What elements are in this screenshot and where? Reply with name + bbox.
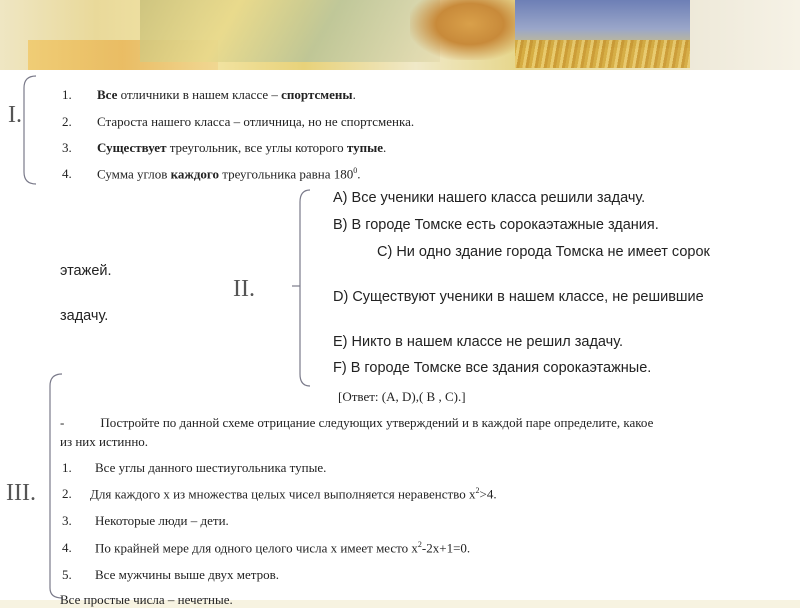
statement-c-continuation: этажей.: [60, 263, 112, 279]
banner-autumn-leaf-image: [410, 0, 530, 60]
statement-d-continuation: задачу.: [60, 308, 109, 324]
item-number: 3.: [62, 513, 72, 528]
item-number: 2.: [62, 114, 72, 129]
item-text: Некоторые люди – дети.: [95, 513, 229, 528]
item-text: Староста нашего класса – отличница, но не спортсменка.: [97, 114, 415, 129]
item-number: 5.: [62, 567, 72, 582]
answer-text: [Ответ: (A, D),( B , C).]: [338, 389, 466, 404]
item-number: 4.: [62, 166, 72, 181]
banner-leaves-image: [140, 0, 440, 62]
item-number: 1.: [62, 87, 72, 102]
item-text: Все мужчины выше двух метров.: [95, 567, 279, 582]
statement-a: A) Все ученики нашего класса решили задачу.: [333, 190, 646, 206]
task-intro-line-1: [60, 415, 653, 431]
item-text: Сумма углов каждого треугольника равна $180^0$.: [97, 166, 361, 182]
cut-off-line: Все простые числа – нечетные.: [60, 592, 233, 607]
item-text: По крайней мере для одного целого числа x имеет место $x^2-2x+1=0$.: [95, 540, 471, 556]
decorative-banner: [0, 0, 800, 70]
item-number: 3.: [62, 140, 72, 155]
section-1-bracket: [14, 74, 38, 186]
banner-right-fade: [690, 0, 800, 70]
item-text: Все отличники в нашем классе – спортсмены.: [97, 87, 356, 102]
statement-d: D) Существуют ученики в нашем классе, не решившие: [333, 289, 704, 305]
section-number-3: III.: [6, 480, 36, 506]
dash-marker: -: [60, 415, 65, 430]
section-3-bracket: [38, 372, 64, 600]
section-number-2: II.: [233, 276, 255, 302]
statement-e: E) Никто в нашем классе не решил задачу.: [333, 334, 624, 350]
section-number-1: I.: [8, 102, 22, 128]
item-number: 1.: [62, 460, 72, 475]
statement-c: C) Ни одно здание города Томска не имеет сорок: [377, 244, 710, 260]
section-2-bracket: [290, 188, 312, 388]
banner-wheat-image: [515, 40, 690, 68]
item-number: 2.: [62, 486, 72, 501]
statement-f: F) В городе Томске все здания сорокаэтажные.: [333, 360, 652, 376]
item-text: Все углы данного шестиугольника тупые.: [95, 460, 327, 475]
task-intro-line-2: из них истинно.: [60, 434, 149, 449]
statement-b: B) В городе Томске есть сорокаэтажные здания.: [333, 217, 659, 233]
task-intro-text: Постройте по данной схеме отрицание следующих утверждений и в каждой паре определите, какое: [100, 415, 654, 430]
item-text: Для каждого x из множества целых чисел выполняется неравенство $x^2>4$.: [90, 486, 497, 502]
item-number: 4.: [62, 540, 72, 555]
item-text: Существует треугольник, все углы которого тупые.: [97, 140, 387, 155]
